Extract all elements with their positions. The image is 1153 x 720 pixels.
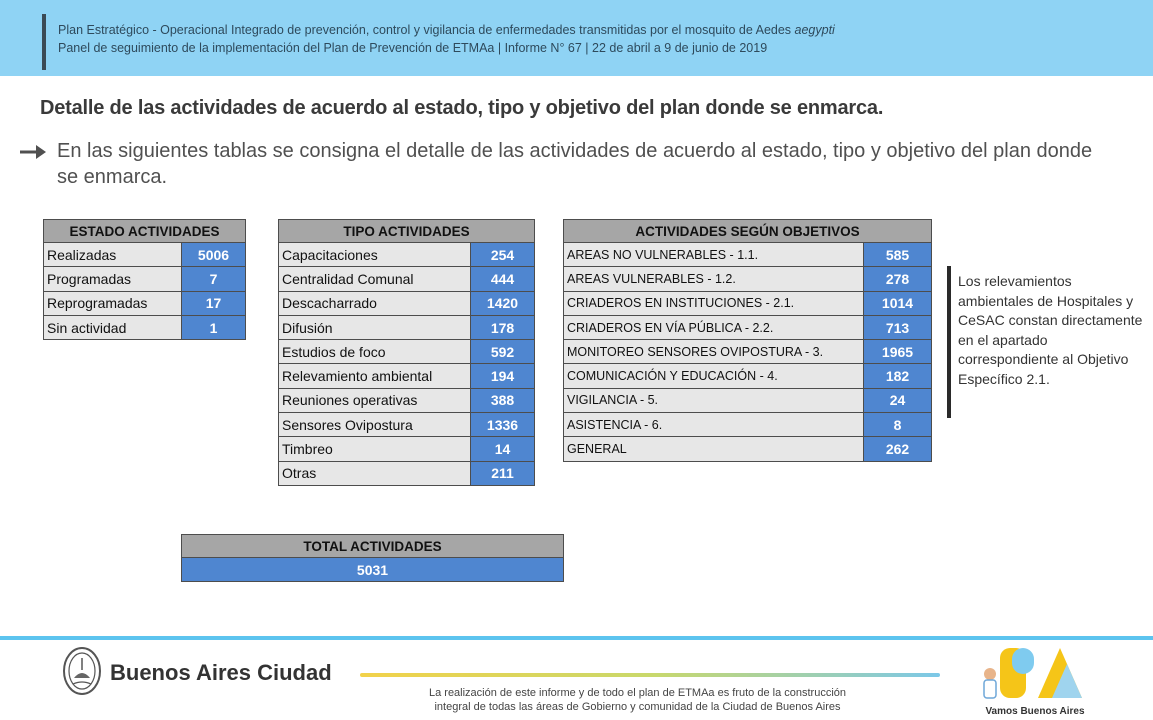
table-row — [279, 291, 535, 315]
row-label: CRIADEROS EN VÍA PÚBLICA - 2.2. — [564, 315, 864, 339]
row-value: 14 — [471, 437, 535, 461]
row-label: Sensores Ovipostura — [279, 413, 471, 437]
row-label: AREAS VULNERABLES - 1.2. — [564, 267, 864, 291]
estado-actividades-table — [43, 219, 246, 340]
row-value: 262 — [864, 437, 932, 461]
row-label: Relevamiento ambiental — [279, 364, 471, 388]
row-value: 1336 — [471, 413, 535, 437]
row-label: Capacitaciones — [279, 243, 471, 267]
row-value: 444 — [471, 267, 535, 291]
footer-credits-line1: La realización de este informe y de todo el plan de ETMAa es fruto de la construcción — [428, 687, 846, 699]
row-label: VIGILANCIA - 5. — [564, 388, 864, 412]
row-label: Reprogramadas — [44, 291, 182, 315]
row-value: 1420 — [471, 291, 535, 315]
table-row — [564, 413, 932, 437]
table-row — [564, 243, 932, 267]
row-value: 1014 — [864, 291, 932, 315]
row-value: 1965 — [864, 340, 932, 364]
row-value: 8 — [864, 413, 932, 437]
row-label: Difusión — [279, 315, 471, 339]
row-label: Reuniones operativas — [279, 388, 471, 412]
intro-paragraph: En las siguientes tablas se consigna el detalle de las actividades de acuerdo al estado, tipo y objetivo del plan donde se enmarca. — [57, 140, 1093, 188]
table-row — [279, 437, 535, 461]
logo-caption: Vamos Buenos Aires — [985, 706, 1085, 717]
footer-divider — [0, 636, 1153, 640]
header-plan-title — [58, 23, 835, 37]
table-row — [564, 291, 932, 315]
row-value: 278 — [864, 267, 932, 291]
table-row — [44, 291, 246, 315]
table-row — [44, 315, 246, 339]
row-value: 182 — [864, 364, 932, 388]
table-row — [279, 413, 535, 437]
objetivos-actividades-table — [563, 219, 932, 462]
row-value: 17 — [182, 291, 246, 315]
row-label: Otras — [279, 461, 471, 485]
row-value: 7 — [182, 267, 246, 291]
row-value: 585 — [864, 243, 932, 267]
table-row — [564, 267, 932, 291]
table-row — [44, 243, 246, 267]
row-value: 388 — [471, 388, 535, 412]
row-value: 1 — [182, 315, 246, 339]
table-row — [279, 267, 535, 291]
table-row — [279, 364, 535, 388]
row-label: CRIADEROS EN INSTITUCIONES - 2.1. — [564, 291, 864, 315]
table-row — [564, 388, 932, 412]
total-table-header: TOTAL ACTIVIDADES — [182, 535, 564, 558]
row-value: 211 — [471, 461, 535, 485]
arrow-right-icon — [18, 139, 48, 165]
header-species: aegypti — [794, 23, 835, 37]
footer-gradient-line — [360, 673, 940, 677]
vamos-buenos-aires-logo — [972, 644, 1102, 702]
table-row — [279, 340, 535, 364]
objetivos-table-header: ACTIVIDADES SEGÚN OBJETIVOS — [564, 220, 932, 243]
row-value: 5006 — [182, 243, 246, 267]
city-seal-icon — [62, 646, 102, 696]
side-note: Los relevamientos ambientales de Hospitales y CeSAC constan directamente en el apartado correspondiente al Objetivo Específico 2.1. — [958, 273, 1143, 387]
row-label: Centralidad Comunal — [279, 267, 471, 291]
total-actividades-table — [181, 534, 564, 582]
row-label: ASISTENCIA - 6. — [564, 413, 864, 437]
tipo-table-header: TIPO ACTIVIDADES — [279, 220, 535, 243]
row-value: 24 — [864, 388, 932, 412]
row-label: Descacharrado — [279, 291, 471, 315]
row-label: COMUNICACIÓN Y EDUCACIÓN - 4. — [564, 364, 864, 388]
row-label: Timbreo — [279, 437, 471, 461]
header-accent-bar — [42, 14, 46, 70]
row-label: Estudios de foco — [279, 340, 471, 364]
table-row — [182, 558, 564, 582]
row-value: 178 — [471, 315, 535, 339]
table-row — [279, 243, 535, 267]
tipo-actividades-table — [278, 219, 535, 486]
brand-name: Buenos Aires Ciudad — [110, 660, 332, 685]
footer-credits-line2: integral de todas las áreas de Gobierno y comunidad de la Ciudad de Buenos Aires — [434, 701, 841, 713]
row-value: 713 — [864, 315, 932, 339]
total-value: 5031 — [182, 558, 564, 582]
row-value: 592 — [471, 340, 535, 364]
estado-table-header: ESTADO ACTIVIDADES — [44, 220, 246, 243]
footer-credits — [360, 686, 915, 714]
row-label: Programadas — [44, 267, 182, 291]
table-row — [44, 267, 246, 291]
table-row — [564, 340, 932, 364]
row-label: MONITOREO SENSORES OVIPOSTURA - 3. — [564, 340, 864, 364]
row-label: Realizadas — [44, 243, 182, 267]
table-row — [279, 388, 535, 412]
header-plan-title-text: Plan Estratégico - Operacional Integrado de prevención, control y vigilancia de enfermedades transmitidas por el mosquito de Aedes — [58, 23, 795, 37]
row-value: 254 — [471, 243, 535, 267]
row-label: GENERAL — [564, 437, 864, 461]
table-row — [279, 315, 535, 339]
table-row — [564, 437, 932, 461]
table-row — [564, 364, 932, 388]
table-row — [564, 315, 932, 339]
page-title: Detalle de las actividades de acuerdo al estado, tipo y objetivo del plan donde se enmarca. — [40, 97, 884, 119]
report-header — [0, 0, 1153, 76]
row-label: AREAS NO VULNERABLES - 1.1. — [564, 243, 864, 267]
row-value: 194 — [471, 364, 535, 388]
note-accent-bar — [947, 266, 951, 418]
row-label: Sin actividad — [44, 315, 182, 339]
header-panel-subtitle: Panel de seguimiento de la implementación del Plan de Prevención de ETMAa | Informe N° 67 | 22 de abril a 9 de junio de 2019 — [58, 41, 768, 55]
table-row — [279, 461, 535, 485]
